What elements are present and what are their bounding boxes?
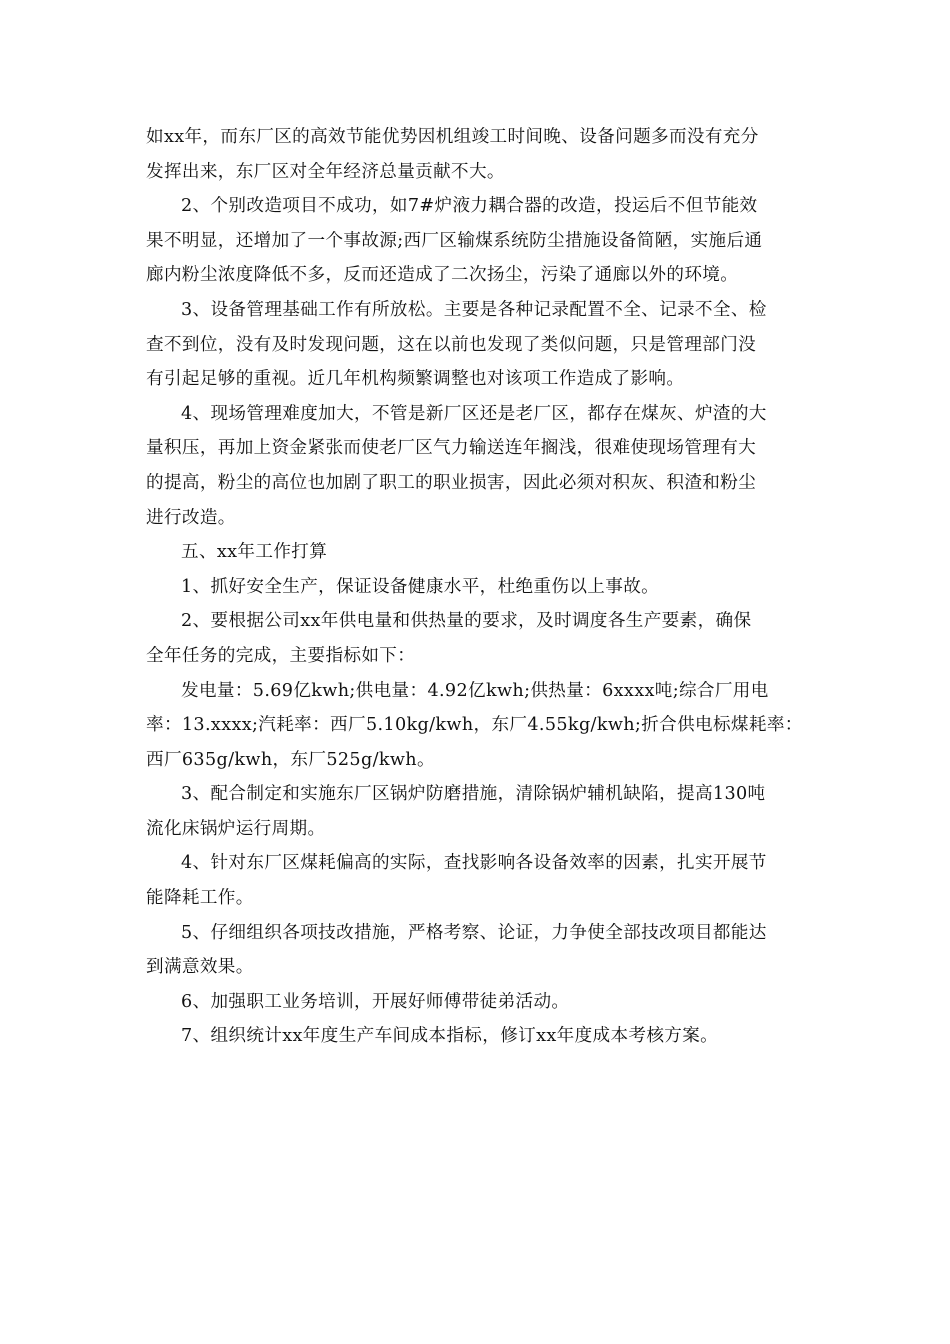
plan-item-5 (146, 916, 810, 985)
text-line: 到满意效果。 (146, 957, 254, 978)
text-line: 3、配合制定和实施东厂区锅炉防磨措施，清除锅炉辅机缺陷，提高130吨 (181, 784, 766, 805)
text-line: 2、要根据公司xx年供电量和供热量的要求，及时调度各生产要素，确保 (181, 611, 752, 632)
plan-item-2 (146, 604, 810, 673)
plan-item-4 (146, 846, 810, 915)
paragraph-continuation (146, 120, 810, 189)
text-line: 率：13.xxxx;汽耗率：西厂5.10kg/kwh，东厂4.55kg/kwh;折合供电标煤耗率： (146, 715, 803, 736)
text-line: 果不明显，还增加了一个事故源;西厂区输煤系统防尘措施设备简陋，实施后通 (146, 230, 763, 251)
plan-item-7 (146, 1019, 810, 1054)
text-line: 如xx年，而东厂区的高效节能优势因机组竣工时间晚、设备问题多而没有充分 (146, 127, 759, 147)
text-line: 2、个别改造项目不成功，如7#炉液力耦合器的改造，投运后不但节能效 (181, 196, 758, 217)
paragraph-item-2-reform-failures (146, 189, 810, 293)
text-line: 全年任务的完成，主要指标如下： (146, 645, 416, 666)
text-line: 发挥出来，东厂区对全年经济总量贡献不大。 (146, 161, 505, 182)
text-line: 的提高，粉尘的高位也加剧了职工的职业损害，因此必须对积灰、积渣和粉尘 (146, 472, 757, 493)
text-line: 4、现场管理难度加大，不管是新厂区还是老厂区，都存在煤灰、炉渣的大 (181, 403, 767, 424)
plan-indicators (146, 674, 810, 778)
text-line: 7、组织统计xx年度生产车间成本指标，修订xx年度成本考核方案。 (181, 1026, 719, 1047)
text-line: 6、加强职工业务培训，开展好师傅带徒弟活动。 (181, 991, 570, 1012)
paragraph-item-4-site-management (146, 397, 810, 535)
text-line: 1、抓好安全生产，保证设备健康水平，杜绝重伤以上事故。 (181, 576, 660, 597)
section-heading-work-plan (146, 535, 810, 570)
text-line: 量积压，再加上资金紧张而使老厂区气力输送连年搁浅，很难使现场管理有大 (146, 438, 757, 459)
text-line: 有引起足够的重视。近几年机构频繁调整也对该项工作造成了影响。 (146, 369, 685, 390)
document-body (146, 120, 810, 1054)
text-line: 发电量：5.69亿kwh;供电量：4.92亿kwh;供热量：6xxxx吨;综合厂用电 (181, 680, 769, 701)
text-line: 流化床锅炉运行周期。 (146, 818, 326, 839)
paragraph-item-3-equipment-management (146, 293, 810, 397)
text-line: 查不到位，没有及时发现问题，这在以前也发现了类似问题，只是管理部门没 (146, 334, 757, 355)
plan-item-1 (146, 570, 810, 605)
text-line: 西厂635g/kwh，东厂525g/kwh。 (146, 749, 435, 770)
text-line: 能降耗工作。 (146, 888, 254, 909)
text-line: 廊内粉尘浓度降低不多，反而还造成了二次扬尘，污染了通廊以外的环境。 (146, 265, 739, 286)
plan-item-6 (146, 985, 810, 1020)
text-line: 5、仔细组织各项技改措施，严格考察、论证，力争使全部技改项目都能达 (181, 922, 767, 943)
text-line: 进行改造。 (146, 507, 236, 528)
text-line: 3、设备管理基础工作有所放松。主要是各种记录配置不全、记录不全、检 (181, 299, 767, 320)
plan-item-3 (146, 777, 810, 846)
text-line: 五、xx年工作打算 (181, 542, 328, 563)
text-line: 4、针对东厂区煤耗偏高的实际，查找影响各设备效率的因素，扎实开展节 (181, 853, 767, 874)
